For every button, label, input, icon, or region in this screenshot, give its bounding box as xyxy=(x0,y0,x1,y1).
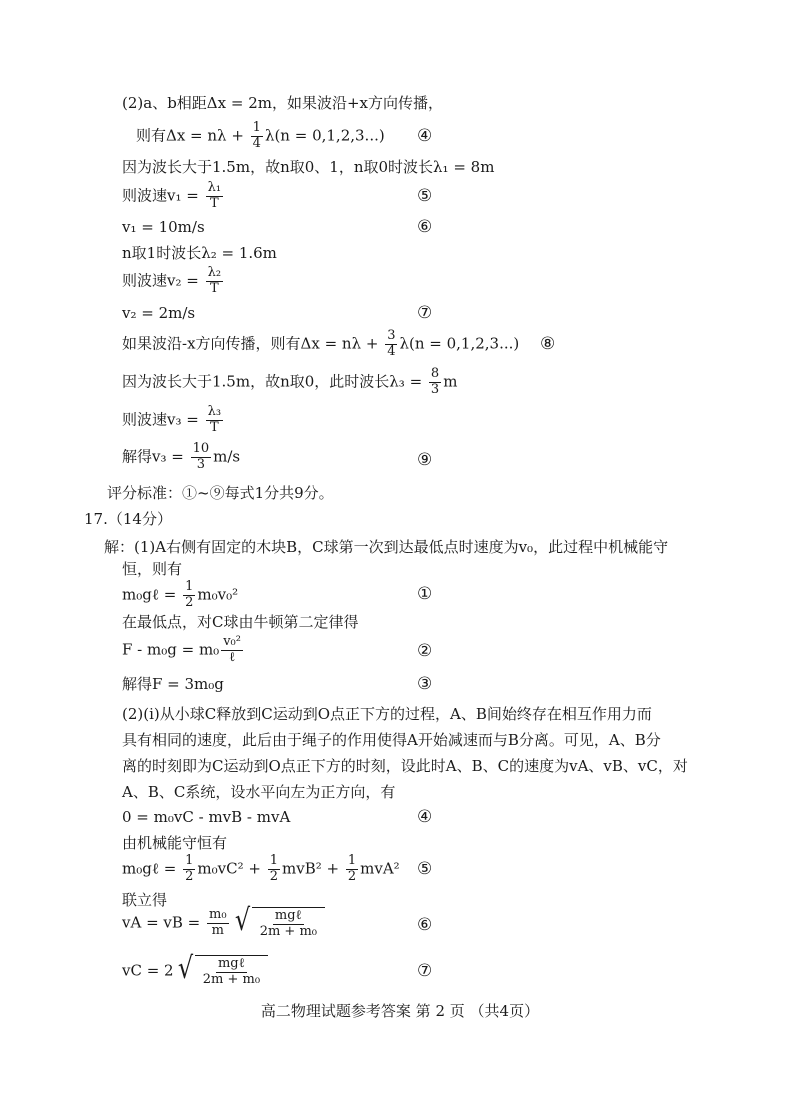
denominator: 4 xyxy=(252,135,261,151)
formula-text: 如果波沿-x方向传播，则有Δx = nλ + xyxy=(122,334,384,353)
fraction xyxy=(429,367,441,398)
text-line: 离的时刻即为C运动到O点正下方的时刻，设此时A、B、C的速度为vA、vB、vC，对 xyxy=(122,757,688,775)
equation-number: ⑤ xyxy=(417,186,433,206)
numerator: mgℓ xyxy=(274,908,302,923)
page-footer: 高二物理试题参考答案 第 2 页 （共4页） xyxy=(260,1002,540,1020)
denominator: 4 xyxy=(387,343,396,359)
equation-number: ④ xyxy=(417,126,433,146)
formula-text: mvA² xyxy=(360,859,400,878)
equation-number: ④ xyxy=(417,807,433,827)
numerator: 1 xyxy=(185,579,194,594)
text-line: n取1时波长λ₂ = 1.6m xyxy=(122,244,277,262)
square-root xyxy=(176,951,268,988)
formula-line: v₁ = 10m/s xyxy=(122,218,205,236)
formula-text: m xyxy=(443,372,458,391)
denominator: 2 xyxy=(269,868,279,884)
formula-line xyxy=(136,121,385,152)
numerator: 1 xyxy=(185,853,194,868)
equation-number: ⑦ xyxy=(417,303,433,323)
formula-text: F - m₀g = m₀ xyxy=(122,640,220,659)
text-line: (2)a、b相距Δx = 2m，如果波沿+x方向传播， xyxy=(122,94,443,112)
formula-text: 解得v₃ = xyxy=(122,447,189,466)
denominator: m xyxy=(211,922,224,938)
fraction xyxy=(191,442,212,473)
equation-number: ⑥ xyxy=(417,217,433,237)
denominator: 2m + m₀ xyxy=(259,923,317,939)
fraction xyxy=(206,405,223,436)
fraction xyxy=(206,266,223,297)
equation-number: ⑦ xyxy=(417,961,433,981)
fraction xyxy=(207,908,229,939)
fraction xyxy=(183,854,195,885)
square-root xyxy=(233,903,325,940)
equation-number: ⑥ xyxy=(417,915,433,935)
text-line: 具有相同的速度，此后由于绳子的作用使得A开始减速而与B分离。可见，A、B分 xyxy=(122,731,661,749)
fraction xyxy=(258,909,319,940)
numerator: 1 xyxy=(347,853,357,868)
radical-sign-icon: √ xyxy=(177,951,193,986)
question-heading: 17.（14分） xyxy=(84,510,172,528)
denominator: T xyxy=(209,419,219,435)
fraction xyxy=(183,580,195,611)
text-line: 解：(1)A右侧有固定的木块B，C球第一次到达最低点时速度为v₀，此过程中机械能守 xyxy=(104,538,669,556)
numerator: λ₂ xyxy=(207,265,222,280)
numerator: 1 xyxy=(252,120,261,135)
equation-number: ③ xyxy=(417,674,433,694)
denominator: 2 xyxy=(347,868,357,884)
formula-text: m₀v₀² xyxy=(197,585,239,604)
denominator: 2 xyxy=(185,594,194,610)
formula-line xyxy=(122,181,225,212)
fraction xyxy=(201,957,262,988)
numerator: 1 xyxy=(269,853,279,868)
formula-line xyxy=(122,854,400,885)
numerator: λ₃ xyxy=(207,404,222,419)
fraction xyxy=(221,635,243,666)
formula-text: 则有Δx = nλ + xyxy=(136,126,249,145)
formula-text: m₀gℓ = xyxy=(122,859,182,878)
formula-text: 则波速v₁ = xyxy=(122,186,204,205)
denominator: ℓ xyxy=(228,649,236,665)
formula-text: λ(n = 0,1,2,3...) xyxy=(399,334,520,353)
numerator: λ₁ xyxy=(207,180,222,195)
formula-text: m₀vC² + xyxy=(197,859,266,878)
formula-line: 0 = m₀vC - mvB - mvA xyxy=(122,808,291,826)
denominator: 2 xyxy=(185,868,194,884)
text-line: (2)(i)从小球C释放到C运动到O点正下方的过程，A、B间始终存在相互作用力而 xyxy=(122,705,652,723)
numerator: 3 xyxy=(387,328,396,343)
formula-text: λ(n = 0,1,2,3...) xyxy=(264,126,385,145)
formula-text: 则波速v₂ = xyxy=(122,271,204,290)
denominator: 2m + m₀ xyxy=(202,971,261,987)
text-line: 在最低点，对C球由牛顿第二定律得 xyxy=(122,613,359,631)
formula-line: 解得F = 3m₀g xyxy=(122,675,224,693)
fraction xyxy=(346,854,358,885)
formula-line xyxy=(122,329,519,360)
equation-number: ⑧ xyxy=(540,334,556,354)
formula-line xyxy=(122,266,225,297)
formula-line xyxy=(122,635,245,666)
text-line: 联立得 xyxy=(122,891,168,909)
denominator: 3 xyxy=(196,456,205,472)
formula-text: mvB² + xyxy=(282,859,344,878)
formula-line xyxy=(122,580,238,611)
text-line: 由机械能守恒有 xyxy=(122,834,228,852)
formula-text: vA = vB = xyxy=(122,913,206,932)
formula-text: vC = 2 xyxy=(122,961,174,980)
formula-line: v₂ = 2m/s xyxy=(122,304,196,322)
formula-text: m/s xyxy=(213,447,241,466)
formula-text: 则波速v₃ = xyxy=(122,410,204,429)
equation-number: ② xyxy=(417,641,433,661)
formula-line xyxy=(122,951,268,988)
text-line: 因为波长大于1.5m，故n取0、1，n取0时波长λ₁ = 8m xyxy=(122,158,495,176)
denominator: T xyxy=(209,280,219,296)
numerator: 8 xyxy=(430,366,440,381)
formula-line xyxy=(122,442,240,473)
fraction xyxy=(251,121,263,152)
fraction xyxy=(385,329,397,360)
formula-line xyxy=(122,405,225,436)
denominator: 3 xyxy=(430,381,440,397)
fraction xyxy=(206,181,223,212)
scoring-note: 评分标准：①~⑨每式1分共9分。 xyxy=(107,484,334,502)
formula-line xyxy=(122,367,457,398)
denominator: T xyxy=(209,195,219,211)
text-line: 恒，则有 xyxy=(122,560,183,578)
equation-number: ① xyxy=(417,584,433,604)
fraction xyxy=(268,854,280,885)
radical-sign-icon: √ xyxy=(234,903,250,938)
formula-text: m₀gℓ = xyxy=(122,585,182,604)
formula-text: 因为波长大于1.5m，故n取0，此时波长λ₃ = xyxy=(122,372,427,391)
formula-line xyxy=(122,903,325,940)
numerator: 10 xyxy=(192,441,210,456)
numerator: v₀² xyxy=(223,634,241,649)
equation-number: ⑤ xyxy=(417,859,433,879)
text-line: A、B、C系统，设水平向左为正方向，有 xyxy=(122,783,396,801)
numerator: mgℓ xyxy=(217,956,245,971)
numerator: m₀ xyxy=(209,907,227,922)
equation-number: ⑨ xyxy=(417,450,433,470)
